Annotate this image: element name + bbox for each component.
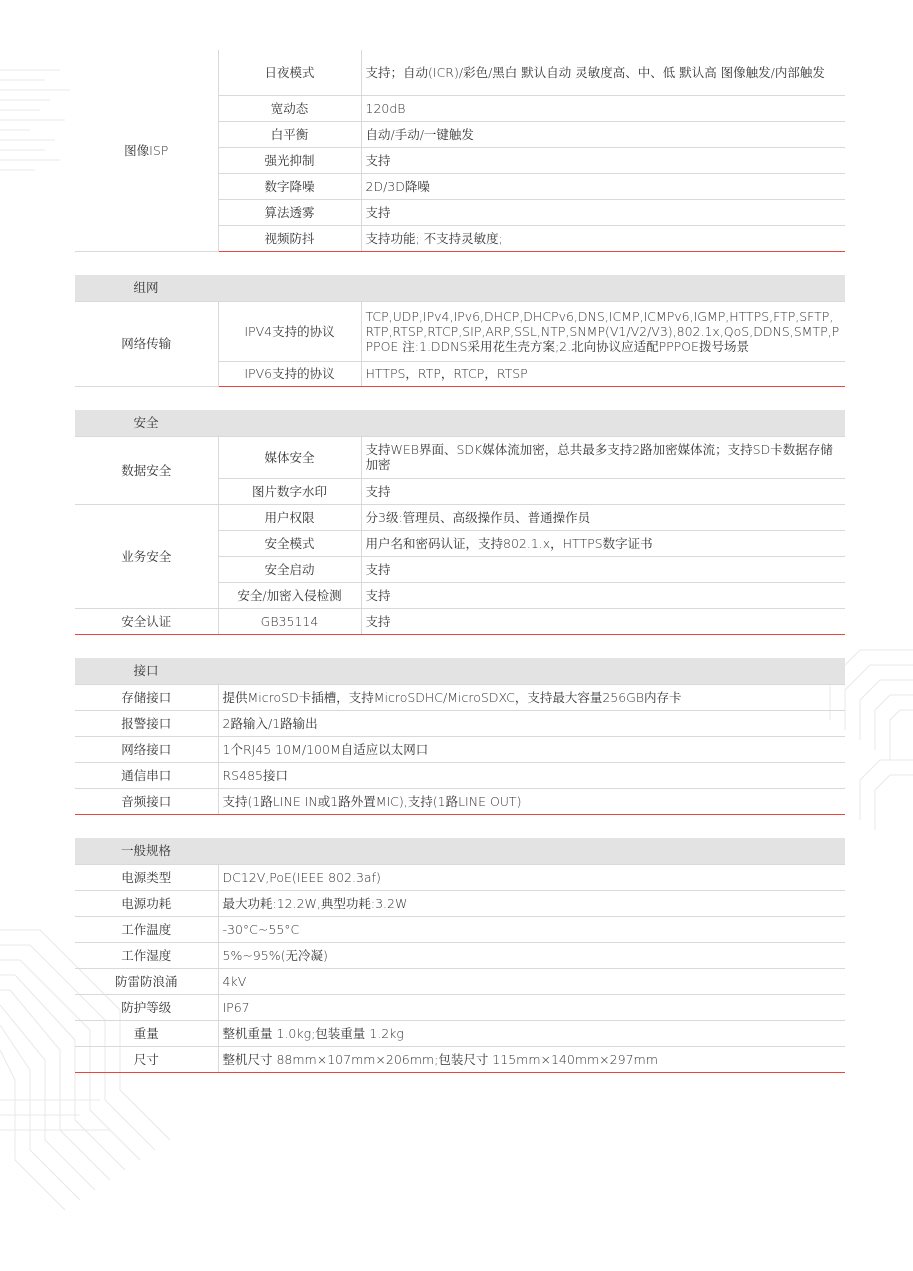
section-header-security <box>75 410 845 437</box>
spec-value: 支持WEB界面、SDK媒体流加密，总共最多支持2路加密媒体流；支持SD卡数据存储加密 <box>361 436 845 478</box>
section-header-general <box>75 838 845 865</box>
spec-key: 网络接口 <box>75 736 218 762</box>
spec-value: 支持 <box>361 608 845 634</box>
isp-group-label: 图像ISP <box>75 50 218 251</box>
spec-value: 支持 <box>361 556 845 582</box>
spec-key: 尺寸 <box>75 1046 218 1072</box>
spec-key: 电源类型 <box>75 864 218 890</box>
spec-value: 支持功能; 不支持灵敏度; <box>361 225 845 251</box>
spec-key: 安全模式 <box>218 530 361 556</box>
spec-value: TCP,UDP,IPv4,IPv6,DHCP,DHCPv6,DNS,ICMP,ICMPv6,IGMP,HTTPS,FTP,SFTP,RTP,RTSP,RTCP,SIP,ARP,SSL,NTP,SNMP(V1/V2/V3),802.1x,QoS,DDNS,SMTP,PPPOE 注:1.DDNS采用花生壳方案;2.北向协议应适配PPPOE拨号场景 <box>361 301 845 361</box>
isp-table <box>75 50 845 252</box>
spec-value: 整机尺寸 88mm×107mm×206mm;包装尺寸 115mm×140mm×297mm <box>218 1046 845 1072</box>
spec-value: 支持；自动(ICR)/彩色/黑白 默认自动 灵敏度高、中、低 默认高 图像触发/内部触发 <box>361 50 845 95</box>
spec-key: 音频接口 <box>75 788 218 814</box>
spec-key: 报警接口 <box>75 710 218 736</box>
spec-key: GB35114 <box>218 608 361 634</box>
data-security-group-label: 数据安全 <box>75 436 218 504</box>
spec-value: 5%~95%(无冷凝) <box>218 942 845 968</box>
spec-value: 支持 <box>361 147 845 173</box>
spec-key: 图片数字水印 <box>218 478 361 504</box>
spec-key: 视频防抖 <box>218 225 361 251</box>
spec-key: 防雷防浪涌 <box>75 968 218 994</box>
spec-value: 整机重量 1.0kg;包装重量 1.2kg <box>218 1020 845 1046</box>
spec-sheet <box>75 50 845 1073</box>
spec-key: 重量 <box>75 1020 218 1046</box>
spec-value: HTTPS，RTP，RTCP，RTSP <box>361 361 845 386</box>
spec-value: DC12V,PoE(IEEE 802.3af) <box>218 864 845 890</box>
spec-key: 数字降噪 <box>218 173 361 199</box>
spec-value: 2路输入/1路输出 <box>218 710 845 736</box>
spec-value: 支持(1路LINE IN或1路外置MIC),支持(1路LINE OUT) <box>218 788 845 814</box>
spec-key: 工作温度 <box>75 916 218 942</box>
section-header-network <box>75 275 845 302</box>
spec-key: 工作湿度 <box>75 942 218 968</box>
spec-key: 安全启动 <box>218 556 361 582</box>
spec-key: 电源功耗 <box>75 890 218 916</box>
spec-value: 自动/手动/一键触发 <box>361 121 845 147</box>
spec-key: IPV6支持的协议 <box>218 361 361 386</box>
spec-key: 存储接口 <box>75 684 218 710</box>
spec-value: 4kV <box>218 968 845 994</box>
business-security-group-label: 业务安全 <box>75 504 218 608</box>
spec-value: -30°C~55°C <box>218 916 845 942</box>
spec-value: 2D/3D降噪 <box>361 173 845 199</box>
spec-key: 用户权限 <box>218 504 361 530</box>
security-table <box>75 410 845 635</box>
section-title: 组网 <box>133 280 159 295</box>
section-title: 一般规格 <box>120 843 171 858</box>
spec-value: 提供MicroSD卡插槽，支持MicroSDHC/MicroSDXC，支持最大容量256GB内存卡 <box>218 684 845 710</box>
spec-value: 1个RJ45 10M/100M自适应以太网口 <box>218 736 845 762</box>
spec-value: 120dB <box>361 95 845 121</box>
spec-key: 强光抑制 <box>218 147 361 173</box>
spec-key: 白平衡 <box>218 121 361 147</box>
section-header-interface <box>75 658 845 685</box>
general-table <box>75 838 845 1073</box>
section-title: 接口 <box>133 663 159 678</box>
certification-group-label: 安全认证 <box>75 608 218 634</box>
spec-value: 分3级:管理员、高级操作员、普通操作员 <box>361 504 845 530</box>
spec-key: 安全/加密入侵检测 <box>218 582 361 608</box>
spec-value: IP67 <box>218 994 845 1020</box>
network-group-label: 网络传输 <box>75 301 218 386</box>
spec-key: 算法透雾 <box>218 199 361 225</box>
spec-value: 用户名和密码认证，支持802.1.x，HTTPS数字证书 <box>361 530 845 556</box>
interface-table <box>75 658 845 815</box>
spec-value: RS485接口 <box>218 762 845 788</box>
section-title: 安全 <box>133 415 159 430</box>
spec-key: 宽动态 <box>218 95 361 121</box>
spec-key: 防护等级 <box>75 994 218 1020</box>
spec-key: IPV4支持的协议 <box>218 301 361 361</box>
spec-key: 日夜模式 <box>218 50 361 95</box>
spec-key: 通信串口 <box>75 762 218 788</box>
network-table <box>75 275 845 387</box>
spec-value: 支持 <box>361 199 845 225</box>
spec-value: 最大功耗:12.2W,典型功耗:3.2W <box>218 890 845 916</box>
spec-value: 支持 <box>361 582 845 608</box>
spec-key: 媒体安全 <box>218 436 361 478</box>
spec-value: 支持 <box>361 478 845 504</box>
